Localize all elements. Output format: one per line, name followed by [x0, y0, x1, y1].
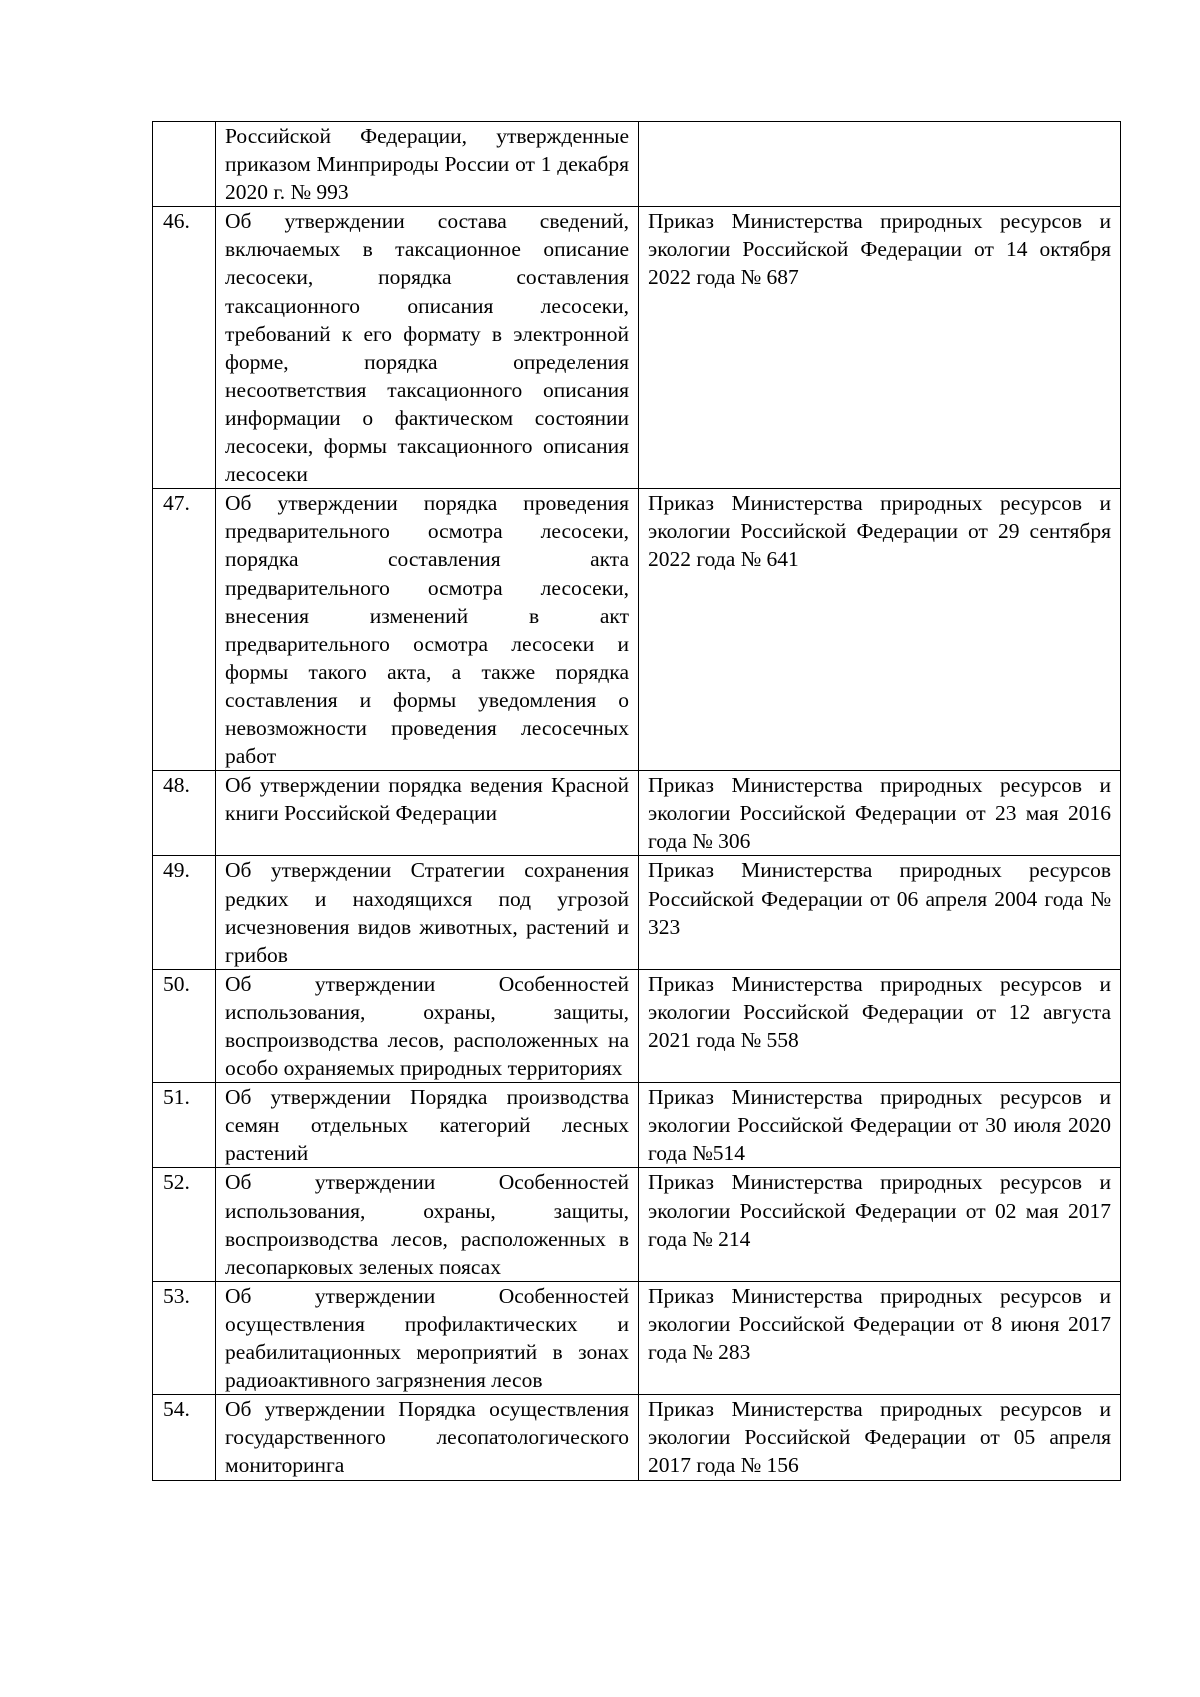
table-row — [153, 1395, 1121, 1480]
regulations-table — [152, 121, 1121, 1481]
table-row — [153, 207, 1121, 489]
row-title: Об утверждении Порядка производства семян отдельных категорий лесных растений — [216, 1083, 639, 1168]
table-row — [153, 856, 1121, 969]
row-number: 53. — [153, 1281, 216, 1394]
row-title: Российской Федерации, утвержденные приказом Минприроды России от 1 декабря 2020 г. № 993 — [216, 122, 639, 207]
row-document: Приказ Министерства природных ресурсов и экологии Российской Федерации от 23 мая 2016 года № 306 — [639, 771, 1121, 856]
row-number — [153, 122, 216, 207]
row-number: 49. — [153, 856, 216, 969]
table-row — [153, 771, 1121, 856]
row-document: Приказ Министерства природных ресурсов и экологии Российской Федерации от 02 мая 2017 года № 214 — [639, 1168, 1121, 1281]
table-row — [153, 489, 1121, 771]
table-row — [153, 1083, 1121, 1168]
row-document: Приказ Министерства природных ресурсов и экологии Российской Федерации от 12 августа 2021 года № 558 — [639, 969, 1121, 1082]
row-number: 52. — [153, 1168, 216, 1281]
row-title: Об утверждении Особенностей осуществления профилактических и реабилитационных мероприятий в зонах радиоактивного загрязнения лесов — [216, 1281, 639, 1394]
row-document: Приказ Министерства природных ресурсов и экологии Российской Федерации от 8 июня 2017 года № 283 — [639, 1281, 1121, 1394]
row-document: Приказ Министерства природных ресурсов и экологии Российской Федерации от 29 сентября 2022 года № 641 — [639, 489, 1121, 771]
table-row — [153, 122, 1121, 207]
row-title: Об утверждении состава сведений, включаемых в таксационное описание лесосеки, порядка составления таксационного описания лесосеки, требований к его формату в электронной форме, порядка определения несоответствия таксационного описания информации о фактическом состоянии лесосеки, формы таксационного описания лесосеки — [216, 207, 639, 489]
row-number: 46. — [153, 207, 216, 489]
row-document — [639, 122, 1121, 207]
row-document: Приказ Министерства природных ресурсов и экологии Российской Федерации от 14 октября 2022 года № 687 — [639, 207, 1121, 489]
row-document: Приказ Министерства природных ресурсов и экологии Российской Федерации от 05 апреля 2017 года № 156 — [639, 1395, 1121, 1480]
row-title: Об утверждении Порядка осуществления государственного лесопатологического мониторинга — [216, 1395, 639, 1480]
table-row — [153, 1168, 1121, 1281]
row-title: Об утверждении порядка ведения Красной книги Российской Федерации — [216, 771, 639, 856]
row-number: 48. — [153, 771, 216, 856]
row-title: Об утверждении Особенностей использования, охраны, защиты, воспроизводства лесов, расположенных в лесопарковых зеленых поясах — [216, 1168, 639, 1281]
row-document: Приказ Министерства природных ресурсов Российской Федерации от 06 апреля 2004 года № 323 — [639, 856, 1121, 969]
table-row — [153, 969, 1121, 1082]
table-row — [153, 1281, 1121, 1394]
row-document: Приказ Министерства природных ресурсов и экологии Российской Федерации от 30 июля 2020 года №514 — [639, 1083, 1121, 1168]
row-number: 51. — [153, 1083, 216, 1168]
row-number: 47. — [153, 489, 216, 771]
row-title: Об утверждении Стратегии сохранения редких и находящихся под угрозой исчезновения видов животных, растений и грибов — [216, 856, 639, 969]
row-title: Об утверждении порядка проведения предварительного осмотра лесосеки, порядка составления акта предварительного осмотра лесосеки, внесения изменений в акт предварительного осмотра лесосеки и формы такого акта, а также порядка составления и формы уведомления о невозможности проведения лесосечных работ — [216, 489, 639, 771]
row-number: 50. — [153, 969, 216, 1082]
row-number: 54. — [153, 1395, 216, 1480]
row-title: Об утверждении Особенностей использования, охраны, защиты, воспроизводства лесов, расположенных на особо охраняемых природных территориях — [216, 969, 639, 1082]
